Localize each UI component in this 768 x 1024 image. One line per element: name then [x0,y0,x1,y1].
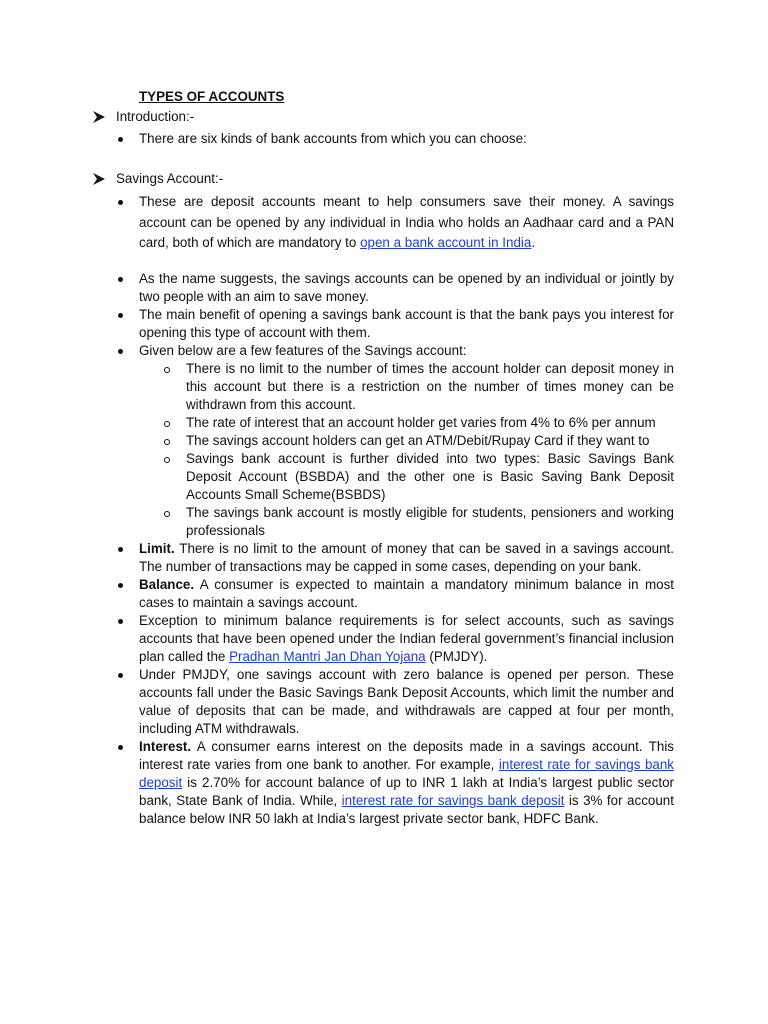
bullet-icon [118,673,123,678]
bullet-icon [118,277,123,282]
savings-intro-list [139,192,674,254]
list-item: Given below are a few features of the Savings account: [139,342,674,360]
section-savings [92,170,223,188]
open-bank-account-link[interactable]: open a bank account in India [360,235,532,250]
bullet-icon [118,583,123,588]
feature-item: The savings bank account is mostly eligible for students, pensioners and working professionals [186,504,674,540]
arrow-bullet-icon [92,110,106,124]
bullet-icon [118,745,123,750]
section-introduction [92,108,194,126]
circle-bullet-icon [164,439,170,445]
list-item: Balance. A consumer is expected to maintain a mandatory minimum balance in most cases to maintain a savings account. [139,576,674,612]
list-item: Interest. A consumer earns interest on the deposits made in a savings account. This interest rate varies from one bank to another. For example, interest rate for savings bank deposit is 2.70% for account balance of up to INR 1 lakh at India’s largest public sector bank, State Bank of India. While, interest rate for savings bank deposit is 3% for account balance below INR 50 lakh at India’s largest private sector bank, HDFC Bank. [139,738,674,828]
circle-bullet-icon [164,421,170,427]
list-item: The main benefit of opening a savings bank account is that the bank pays you interest for opening this type of account with them. [139,306,674,342]
bullet-icon [118,313,123,318]
intro-heading: Introduction:- [116,109,195,124]
page-title: TYPES OF ACCOUNTS [139,89,285,104]
bullet-icon [118,349,123,354]
bullet-icon [118,200,123,205]
hdfc-interest-rate-link[interactable]: interest rate for savings bank deposit [341,793,565,808]
circle-bullet-icon [164,511,170,517]
list-item: Under PMJDY, one savings account with zero balance is opened per person. These accounts fall under the Basic Savings Bank Deposit Accounts, which limit the number and value of deposits that can be made, and withdrawals are capped at four per month, including ATM withdrawals. [139,666,674,738]
bullet-icon [118,137,123,142]
savings-heading: Savings Account:- [116,171,224,186]
circle-bullet-icon [164,457,170,463]
savings-list [139,270,674,828]
list-item: These are deposit accounts meant to help consumers save their money. A savings account can be opened by any individual in India who holds an Aadhaar card and a PAN card, both of which are mandatory to open a bank account in India. [139,192,674,254]
pmjdy-link[interactable]: Pradhan Mantri Jan Dhan Yojana [229,649,426,664]
bullet-icon [118,547,123,552]
feature-item: Savings bank account is further divided into two types: Basic Savings Bank Deposit Account (BSBDA) and the other one is Basic Saving Bank Deposit Accounts Small Scheme(BSBDS) [186,450,674,504]
arrow-bullet-icon [92,172,106,186]
sbi-interest-rate-link[interactable]: interest rate for savings bank deposit [139,757,674,790]
list-item: Exception to minimum balance requirements is for select accounts, such as savings accounts that have been opened under the Indian federal government’s financial inclusion plan called the Pradhan Mantri Jan Dhan Yojana (PMJDY). [139,612,674,666]
list-item: Limit. There is no limit to the amount of money that can be saved in a savings account. The number of transactions may be capped in some cases, depending on your bank. [139,540,674,576]
circle-bullet-icon [164,367,170,373]
intro-list [139,130,674,148]
list-item: As the name suggests, the savings accounts can be opened by an individual or jointly by two people with an aim to save money. [139,270,674,306]
feature-item: The savings account holders can get an ATM/Debit/Rupay Card if they want to [186,432,674,450]
list-item: There are six kinds of bank accounts from which you can choose: [139,130,674,148]
bullet-icon [118,619,123,624]
feature-item: There is no limit to the number of times the account holder can deposit money in this account but there is a restriction on the number of times money can be withdrawn from this account. [186,360,674,414]
feature-item: The rate of interest that an account holder get varies from 4% to 6% per annum [186,414,674,432]
